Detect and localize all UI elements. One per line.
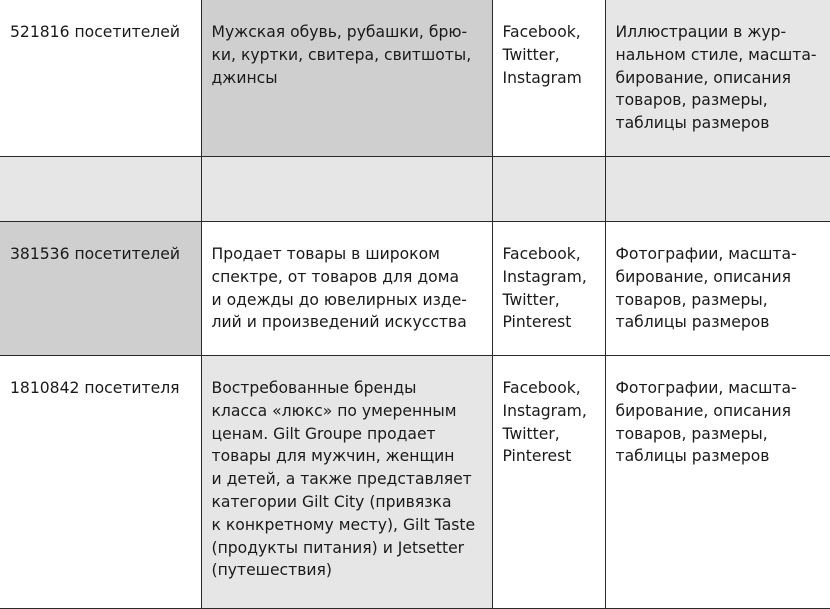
content-cell (605, 356, 830, 609)
social-cell (492, 0, 605, 157)
content-text: Иллюстрации в жур- нальном стиле, масшта- бирование, описания товаров, размеры, таблицы размеров (606, 0, 830, 135)
content-text: Фотографии, масшта- бирование, описания товаров, размеры, таблицы размеров (606, 222, 830, 334)
social-text: Facebook, Twitter, Instagram (493, 0, 605, 89)
description-cell (201, 0, 492, 157)
social-text: Facebook, Instagram, Twitter, Pinterest (493, 222, 605, 334)
visitors-text: 1810842 посетителя (0, 356, 201, 400)
visitors-text: 381536 посетителей (0, 222, 201, 266)
visitors-cell (0, 0, 201, 157)
description-text: Востребованные бренды класса «люкс» по умеренным ценам. Gilt Groupe продает товары для мужчин, женщин и детей, а также представляет категории Gilt City (привязка к конкретному месту), Gilt Taste (продукты питания) и Jetsetter (путешествия) (202, 356, 492, 582)
content-cell (605, 157, 830, 222)
description-text: Продает товары в широком спектре, от товаров для дома и одежды до ювелирных изде- лий и произведений искусства (202, 222, 492, 334)
social-cell (492, 222, 605, 356)
social-cell (492, 157, 605, 222)
visitors-text (0, 157, 201, 178)
description-text (202, 157, 492, 178)
visitors-cell (0, 356, 201, 609)
visitors-cell (0, 222, 201, 356)
table-row (0, 157, 830, 222)
description-cell (201, 157, 492, 222)
description-cell (201, 222, 492, 356)
table-row (0, 222, 830, 356)
description-text: Мужская обувь, рубашки, брю- ки, куртки, свитера, свитшоты, джинсы (202, 0, 492, 89)
description-cell (201, 356, 492, 609)
social-text (493, 157, 605, 178)
content-text (606, 157, 830, 178)
content-cell (605, 0, 830, 157)
table-row (0, 0, 830, 157)
content-text: Фотографии, масшта- бирование, описания товаров, размеры, таблицы размеров (606, 356, 830, 468)
visitors-cell (0, 157, 201, 222)
social-cell (492, 356, 605, 609)
visitors-text: 521816 посетителей (0, 0, 201, 44)
social-text: Facebook, Instagram, Twitter, Pinterest (493, 356, 605, 468)
table-row (0, 356, 830, 609)
content-cell (605, 222, 830, 356)
